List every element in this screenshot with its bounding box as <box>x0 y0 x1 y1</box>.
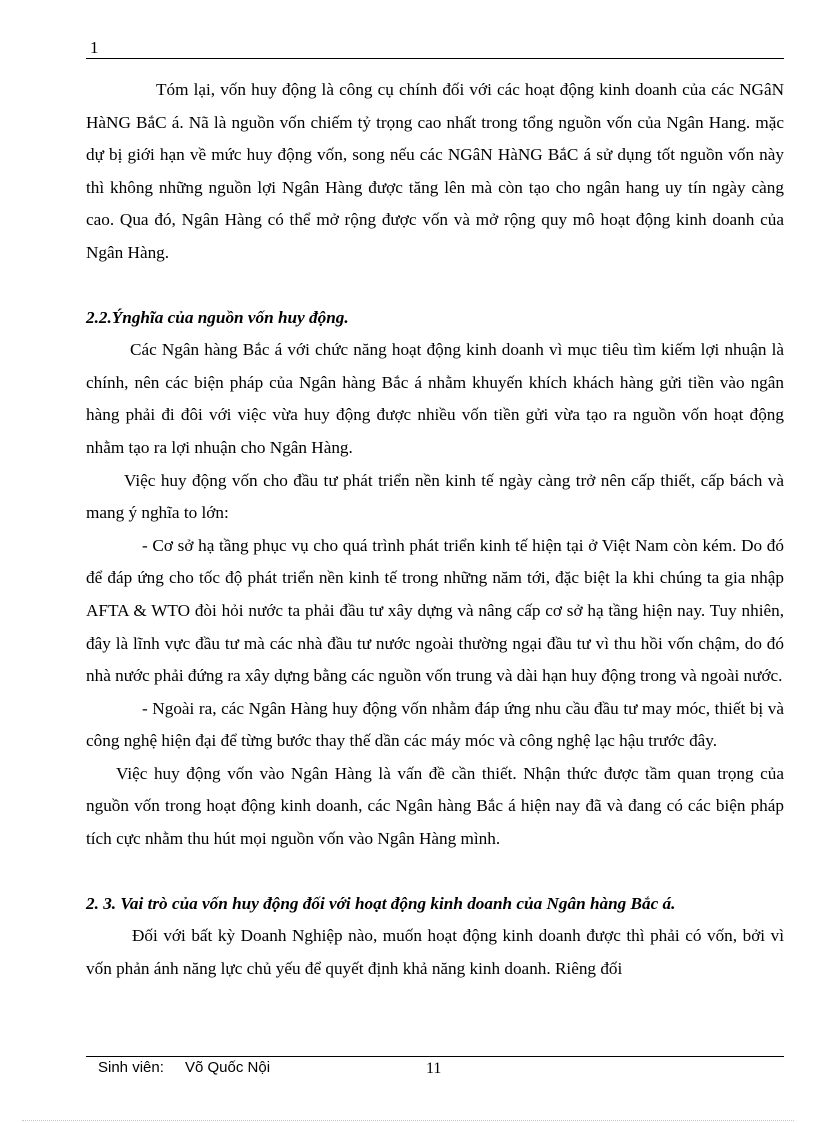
header-page-number: 1 <box>90 38 99 57</box>
paragraph-necessity: Việc huy động vốn vào Ngân Hàng là vấn đề cần thiết. Nhận thức được tầm quan trọng của nguồn vốn trong hoạt động kinh doanh, các Ngân hàng Bắc á hiện nay đã và đang có các biện pháp tích cực nhằm thu hút mọi nguồn vốn vào Ngân Hàng mình. <box>86 763 784 849</box>
section-heading-2-3: 2. 3. Vai trò của vốn huy động đối với hoạt động kinh doanh của Ngân hàng Bắc á. <box>86 893 676 913</box>
paragraph-summary: Tóm lại, vốn huy động là công cụ chính đối với các hoạt động kinh doanh của các NGâN HàNG BắC á. Nã là nguồn vốn chiếm tỷ trọng cao nhất trong tổng nguồn vốn của Ngân Hang. mặc dự bị giới hạn về mức huy động vốn, song nếu các NGâN HàNG BắC á sử dụng tốt nguồn vốn này thì không những nguồn lợi Ngân Hàng được tăng lên mà còn tạo cho ngân hang uy tín ngày càng cao. Qua đó, Ngân Hàng có thể mở rộng được vốn và mở rộng quy mô hoạt động kinh doanh của Ngân Hàng. <box>86 80 784 262</box>
document-body <box>86 74 784 985</box>
footer-student-label: Sinh viên: <box>98 1059 164 1076</box>
page-bottom-edge <box>22 1120 794 1121</box>
footer-page-number: 11 <box>426 1060 442 1077</box>
paragraph-equipment: - Ngoài ra, các Ngân Hàng huy động vốn nhằm đáp ứng nhu cầu đầu tư may móc, thiết bị và công nghệ hiện đại để từng bước thay thế dần các máy móc và công nghệ lạc hậu trước đây. <box>86 698 784 751</box>
section-heading-2-2: 2.2.Ýnghĩa của nguồn vốn huy động. <box>86 307 349 327</box>
paragraph-enterprise-capital: Đối với bất kỳ Doanh Nghiệp nào, muốn hoạt động kinh doanh được thì phải có vốn, bởi vì vốn phản ánh năng lực chủ yếu để quyết định khả năng kinh doanh. Riêng đối <box>86 926 784 978</box>
paragraph-profit-goal: Các Ngân hàng Bắc á với chức năng hoạt động kinh doanh vì mục tiêu tìm kiếm lợi nhuận là chính, nên các biện pháp của Ngân hàng Bắc á nhằm khuyến khích khách hàng gửi tiền vào ngân hàng phải đi đôi với việc vừa huy động được nhiều vốn tiền gửi vừa tạo ra nguồn vốn hoạt động nhằm tạo ra lợi nhuận cho Ngân Hàng. <box>86 340 784 457</box>
paragraph-urgency: Việc huy động vốn cho đầu tư phát triển nền kinh tế ngày càng trở nên cấp thiết, cấp bách và mang ý nghĩa to lớn: <box>86 470 784 523</box>
footer-student-name: Võ Quốc Nội <box>185 1059 271 1076</box>
footer-divider <box>86 1056 784 1057</box>
paragraph-infrastructure: - Cơ sở hạ tầng phục vụ cho quá trình phát triển kinh tế hiện tại ở Việt Nam còn kém. Do đó để đáp ứng cho tốc độ phát triển nền kinh tế trong những năm tới, đặc biệt la khi chúng ta gia nhập AFTA & WTO đòi hỏi nước ta phải đầu tư xây dựng và nâng cấp cơ sở hạ tầng hiện nay. Tuy nhiên, đây là lĩnh vực đầu tư mà các nhà đầu tư nước ngoài thường ngại đầu tư vì thu hồi vốn chậm, do đó nhà nước phải đứng ra xây dựng bằng các nguồn vốn trung và dài hạn huy động trong và ngoài nước. <box>86 535 784 686</box>
header-divider <box>86 58 784 59</box>
